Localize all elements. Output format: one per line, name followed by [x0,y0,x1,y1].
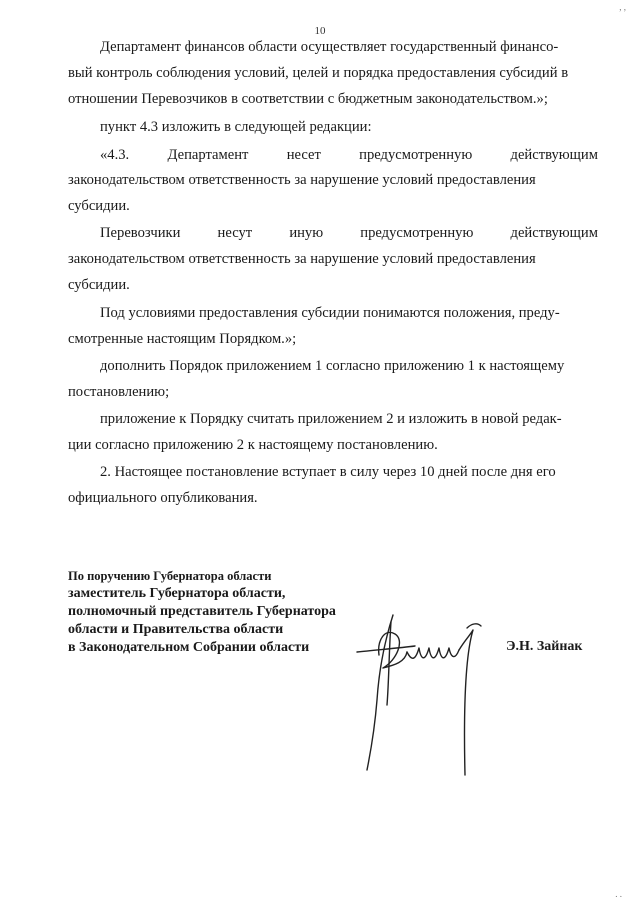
word: действующим [510,225,598,241]
signature-line: в Законодательном Собрании области [68,640,310,655]
scan-mark: , , [619,2,626,12]
text-line-justified [100,146,598,164]
text-line: законодательством ответственность за нарушение условий предоставления [68,172,536,188]
text-line: приложение к Порядку считать приложением 2 и изложить в новой редак- [100,411,562,427]
text-line: вый контроль соблюдения условий, целей и порядка предоставления субсидий в [68,65,569,81]
word: Департамент [167,147,249,163]
word: действующим [510,147,598,163]
text-line: смотренные настоящим Порядком.»; [68,331,297,347]
signature-block [68,567,336,657]
text-line: пункт 4.3 изложить в следующей редакции: [100,119,372,135]
signer-name: Э.Н. Зайнак [506,639,583,654]
text-line: субсидии. [68,198,130,214]
text-line: Под условиями предоставления субсидии понимаются положения, преду- [100,305,560,321]
text-line: Департамент финансов области осуществляет государственный финансо- [100,39,559,55]
text-line: субсидии. [68,277,130,293]
text-line: отношении Перевозчиков в соответствии с бюджетным законодательством.»; [68,91,548,107]
word: несет [286,147,321,163]
text-line: дополнить Порядок приложением 1 согласно приложению 1 к настоящему [100,358,565,374]
word: несут [217,225,253,241]
word: иную [289,225,324,241]
text-line: официального опубликования. [68,490,258,506]
word: предусмотренную [360,225,474,241]
page-number: 10 [314,25,326,37]
text-line: законодательством ответственность за нарушение условий предоставления [68,251,536,267]
handwritten-signature-icon [355,610,485,780]
word: «4.3. [100,147,130,163]
signature-line: области и Правительства области [68,622,284,637]
signature-line: полномочный представитель Губернатора [68,604,336,619]
text-line: ции согласно приложению 2 к настоящему постановлению. [68,437,438,453]
scan-mark: . . [615,889,622,899]
text-line: постановлению; [68,384,170,400]
signature-line: заместитель Губернатора области, [68,586,286,601]
word: Перевозчики [100,225,181,241]
signature-line: По поручению Губернатора области [68,569,272,583]
word: предусмотренную [359,147,473,163]
text-line-justified [100,224,598,242]
text-line: 2. Настоящее постановление вступает в силу через 10 дней после дня его [100,464,556,480]
